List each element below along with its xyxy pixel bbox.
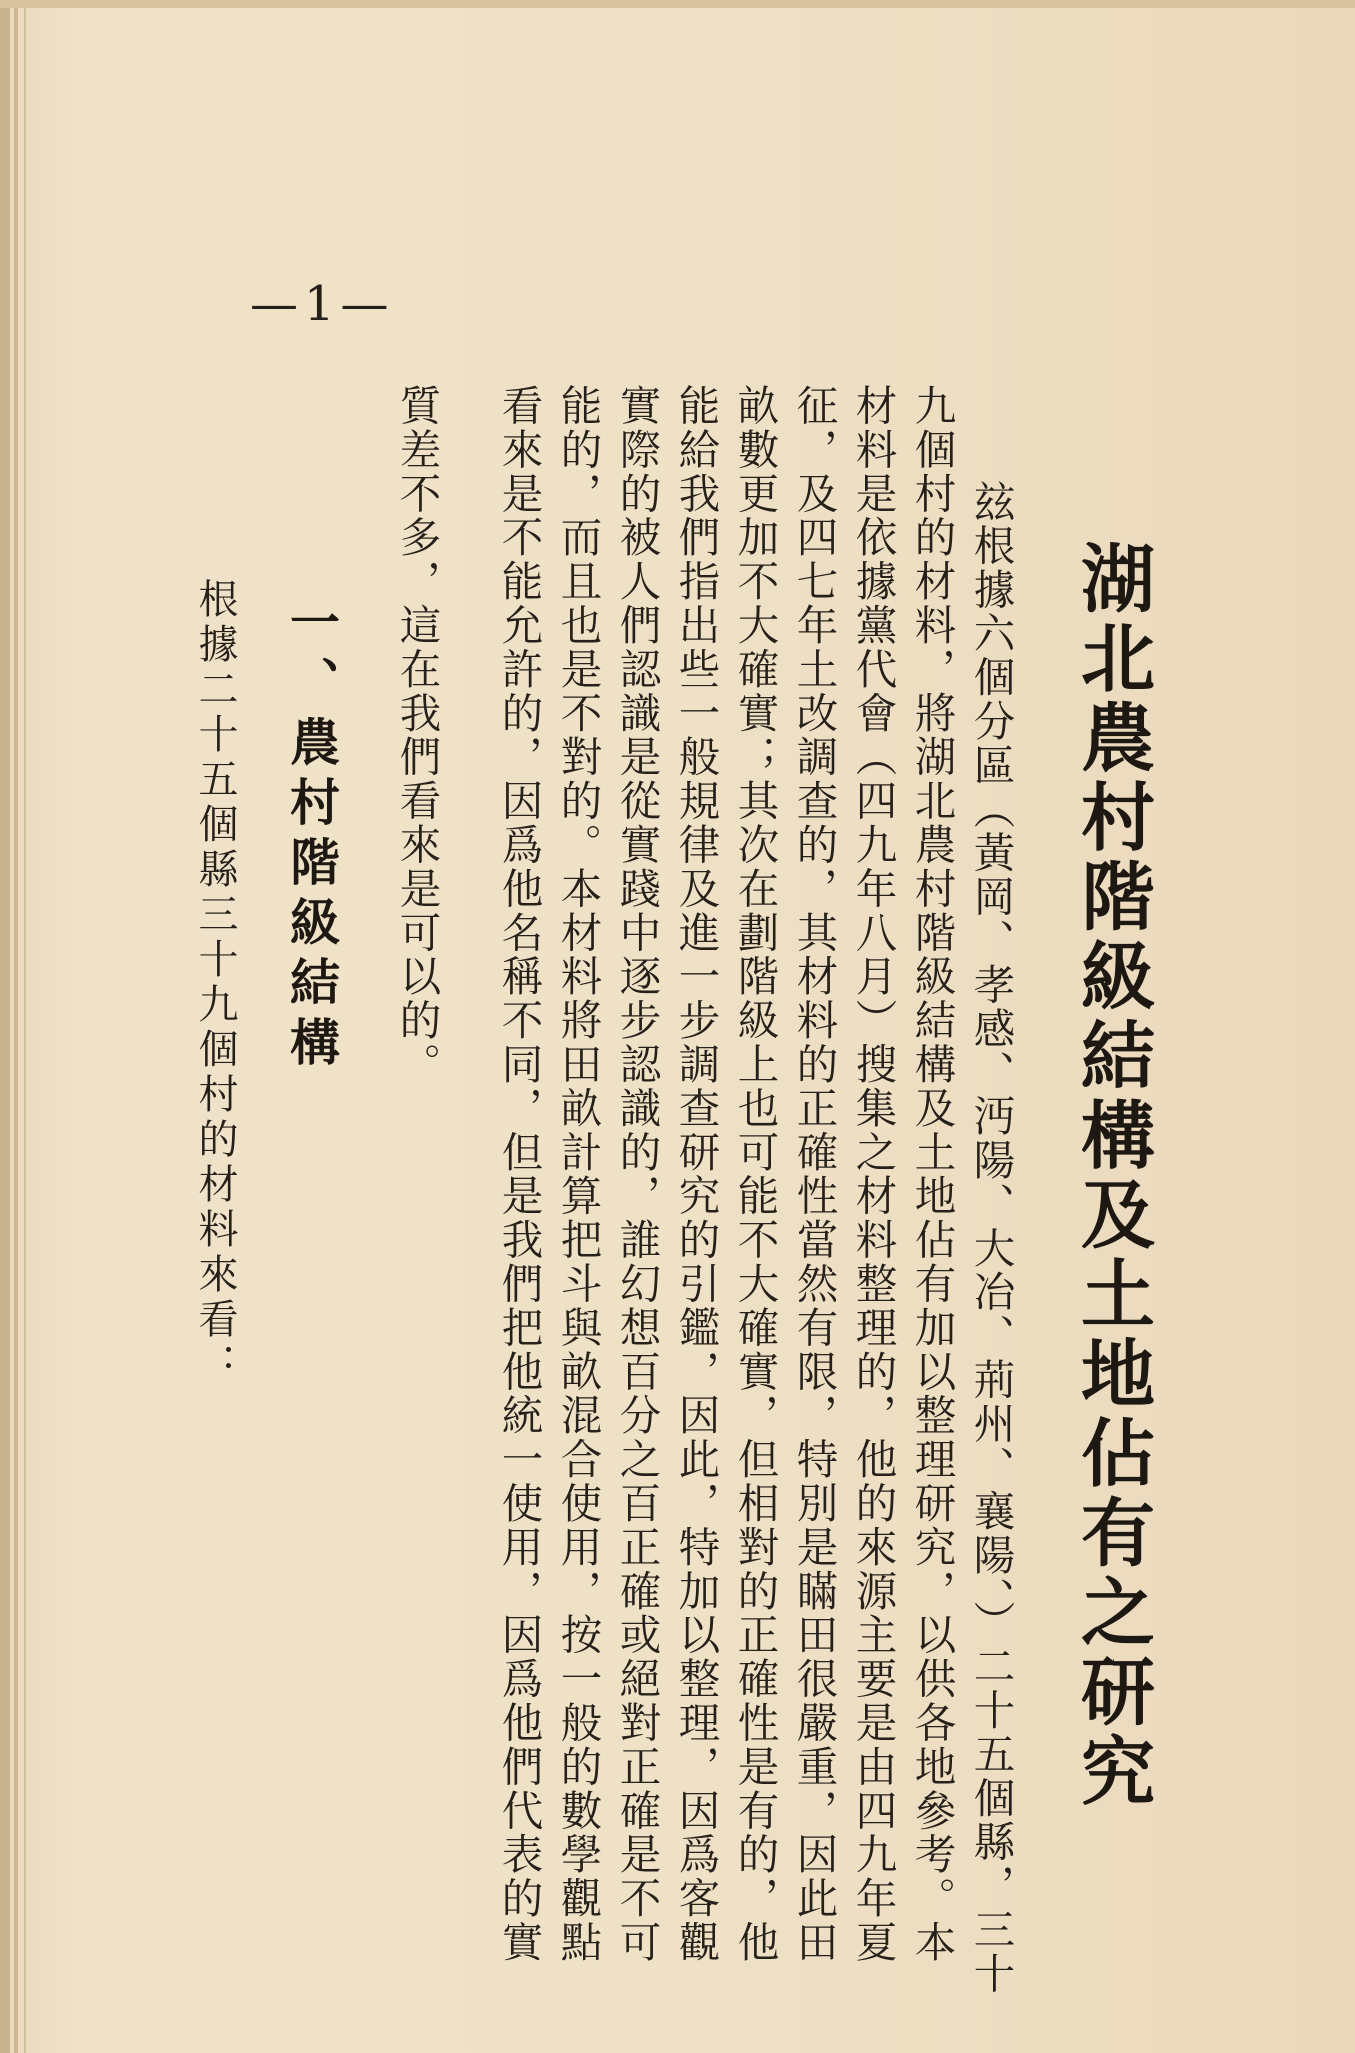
page-edge <box>14 0 18 2053</box>
paragraph-line: 玆根據六個分區（黃岡、孝感、沔陽、大冶、荊州、襄陽、）二十五個縣，三十 <box>966 480 1016 1996</box>
paragraph-line: 材料是依據黨代會（四九年八月）搜集之材料整理的，他的來源主要是由四九年夏 <box>848 384 898 1965</box>
paragraph-line: 看來是不能允許的，因爲他名稱不同，但是我們把他統一使用，因爲他們代表的實 <box>494 384 544 1965</box>
paragraph-line: 實際的被人們認識是從實踐中逐步認識的，誰幻想百分之百正確或絕對正確是不可 <box>612 384 662 1965</box>
paragraph-line: 能的，而且也是不對的。本材料將田畝計算把斗與畝混合使用，按一般的數學觀點 <box>553 384 603 1965</box>
page-number: —1— <box>250 276 395 332</box>
page-edge-top <box>0 0 1355 8</box>
paragraph-line: 畝數更加不大確實；其次在劃階級上也可能不大確實，但相對的正確性是有的，他 <box>730 384 780 1965</box>
paragraph-line: 九個村的材料，將湖北農村階級結構及土地佔有加以整理研究，以供各地參考。本 <box>907 384 957 1965</box>
paragraph-line: 征，及四七年土改調查的，其材料的正確性當然有限，特別是瞞田很嚴重，因此田 <box>789 384 839 1965</box>
section-heading: 一、農村階級結構 <box>282 596 341 1076</box>
paragraph-line: 能給我們指出些一般規律及進一步調查研究的引鑑，因此，特加以整理，因爲客觀 <box>671 384 721 1965</box>
article-title: 湖北農村階級結構及土地佔有之研究 <box>1069 540 1155 1812</box>
page-edge <box>0 0 10 2053</box>
paragraph-line: 質差不多，這在我們看來是可以的。 <box>392 384 442 1087</box>
page-edge <box>24 0 26 2053</box>
section-intro: 根據二十五個縣三十九個村的材料來看： <box>192 578 238 1388</box>
